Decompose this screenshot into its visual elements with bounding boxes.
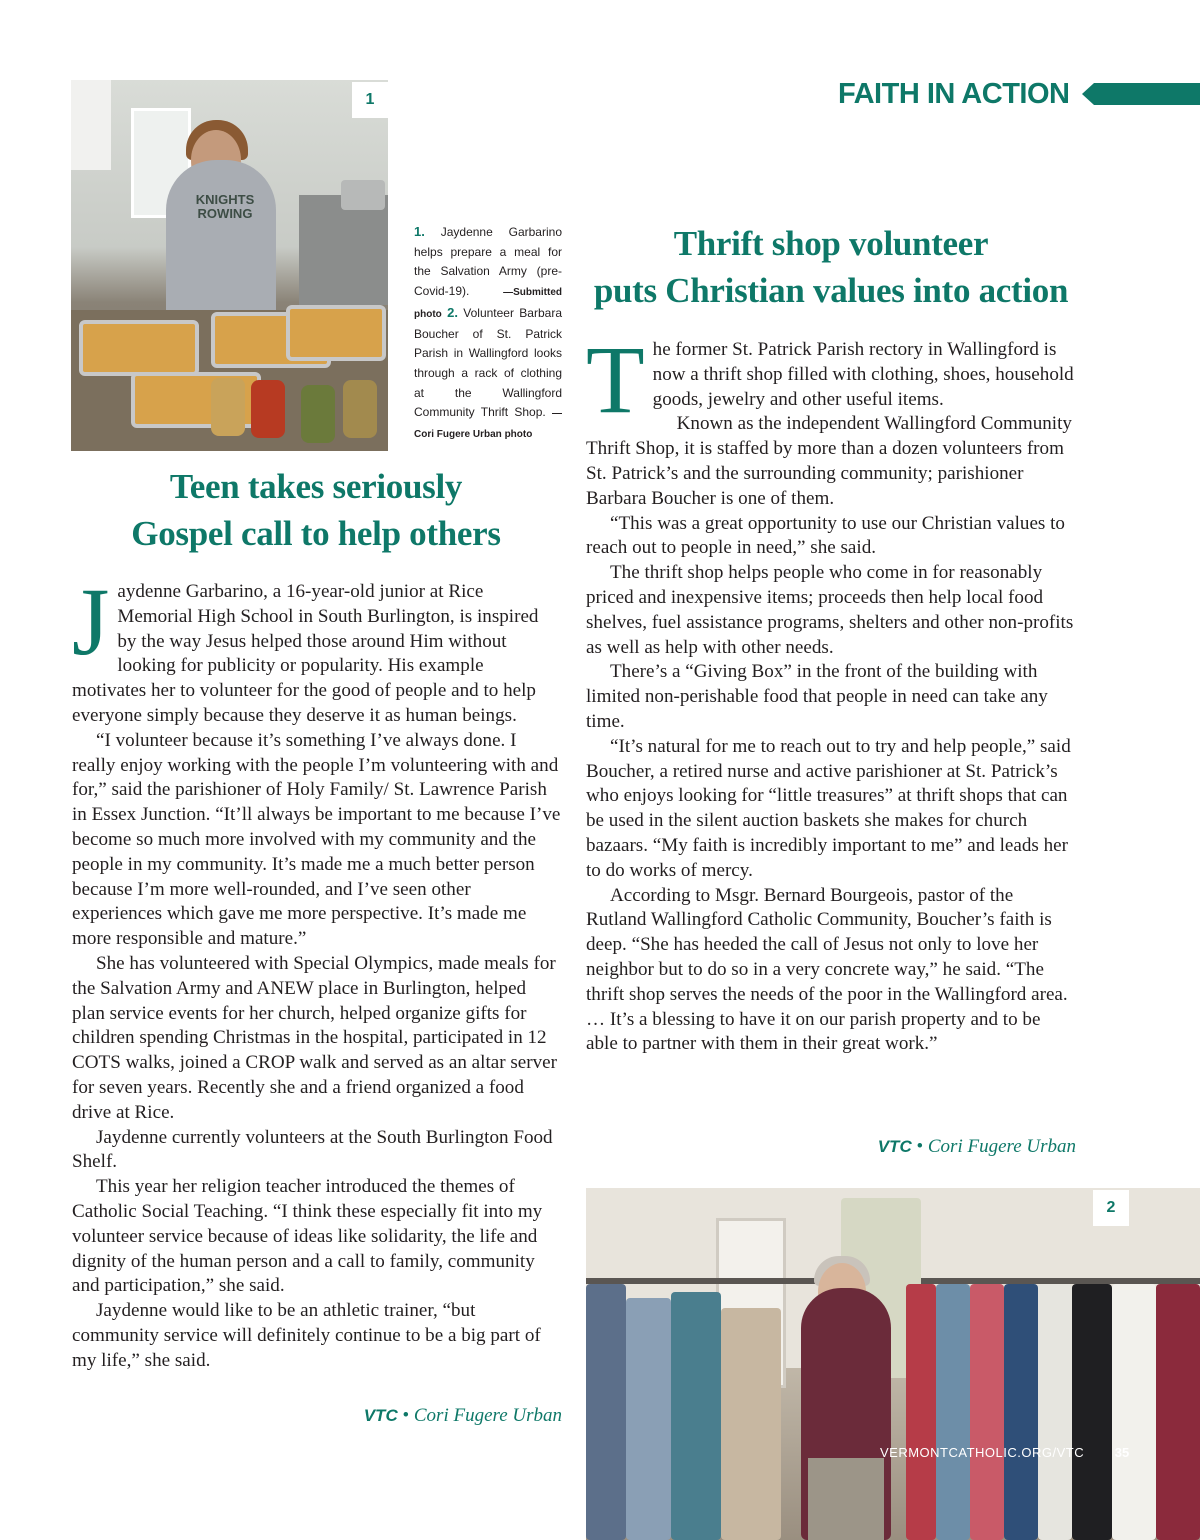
sauce-jar [211, 378, 245, 436]
article-paragraph: This year her religion teacher introduced the themes of Catholic Social Teaching. “I think these especially fit into my volunteer service because of ideas like solidarity, the life and dignity of the human person and a call to family, community and participation,” she said. [72, 1176, 543, 1297]
right-article-body [586, 326, 1076, 1057]
drop-cap: J [72, 568, 110, 675]
caption-text-2: Volunteer Barbara Boucher of St. Patrick Parish in Wallingford looks through a rack of clothing at the Wallingford Community Thrift Shop. [414, 305, 562, 420]
drop-cap: T [586, 326, 645, 433]
article-paragraph: She has volunteered with Special Olympics, made meals for the Salvation Army and ANEW place in Burlington, helped plan service events for her church, helped organize gifts for children spending Christmas in the hospital, participated in 12 COTS walks, joined a CROP walk and served as an altar server for seven years. Recently she and a friend organized a food drive at Rice. [72, 952, 558, 1123]
left-headline [71, 463, 561, 557]
article-paragraph: “It’s natural for me to reach out to try and help people,” said Boucher, a retired nurse and active parishioner at St. Patrick’s who enjoys looking for “little treasures” at thrift shops that can be used in the silent auction baskets she makes for church bazaars. “My faith is incredibly important to me” and leads her to do works of mercy. [586, 735, 1071, 881]
clothing-item [970, 1284, 1004, 1540]
clothing-item [1112, 1284, 1156, 1540]
pasta-tray [79, 320, 199, 376]
sauce-jar [301, 385, 335, 443]
clothing-item [936, 1284, 970, 1540]
right-headline-line2: puts Christian values into action [593, 271, 1069, 310]
article-paragraph: There’s a “Giving Box” in the front of the building with limited non-perishable food that people in need can take any time. [586, 661, 1048, 732]
clothing-item [1156, 1284, 1200, 1540]
clothing-item [671, 1292, 721, 1540]
photo-number-2: 2 [1093, 1190, 1129, 1226]
page-number: 35 [1114, 1445, 1130, 1460]
left-byline [300, 1404, 562, 1428]
byline-author: Cori Fugere Urban [413, 1405, 562, 1426]
byline-publication: VTC [363, 1406, 398, 1425]
footer-website: VERMONTCATHOLIC.ORG/VTC [880, 1445, 1085, 1460]
right-headline [586, 220, 1076, 314]
kitchen-cabinet [71, 80, 111, 170]
caption-credit-2: —Cori Fugere Urban photo [414, 408, 562, 441]
right-byline [810, 1135, 1076, 1159]
shirt-print: KNIGHTS ROWING [195, 192, 255, 221]
sauce-jar [343, 380, 377, 438]
clothing-item [626, 1298, 671, 1540]
byline-publication: VTC [877, 1137, 912, 1156]
sauce-jar [251, 380, 285, 438]
clothing-item [906, 1284, 936, 1540]
clothing-item [586, 1284, 626, 1540]
paragraph-text: he former St. Patrick Parish rectory in Wallingford is now a thrift shop filled with clothing, shoes, household goods, jewelry and other useful items. [652, 339, 1074, 410]
caption-credit-1: —Submitted photo [414, 287, 562, 320]
photo-volunteer-cooking [71, 80, 388, 451]
woman-pants [808, 1458, 884, 1540]
article-paragraph: “This was a great opportunity to use our Christian values to reach out to people in need,” she said. [586, 512, 1065, 559]
kitchen-stove [299, 195, 388, 305]
section-tab-arrow [1082, 83, 1200, 105]
clothing-item [721, 1308, 781, 1540]
clothing-item [1038, 1284, 1072, 1540]
byline-separator: • [911, 1136, 928, 1157]
article-paragraph: According to Msgr. Bernard Bourgeois, pastor of the Rutland Wallingford Catholic Community, Boucher’s faith is deep. “She has heeded the call of Jesus not only to love her neighbor but to do so in a very concrete way,” he said. “The thrift shop serves the needs of the poor in the Wallingford area. … It’s a blessing to have it on our parish property and to be able to partner with them in their great work.” [586, 884, 1068, 1055]
pasta-tray [286, 305, 386, 361]
photo-thrift-shop [586, 1188, 1200, 1540]
article-paragraph: Known as the independent Wallingford Community Thrift Shop, it is staffed by more than a dozen volunteers from St. Patrick’s and the surrounding community; parishioner Barbara Boucher is one of them. [586, 413, 1072, 509]
left-article-body [72, 568, 562, 1374]
left-headline-line1: Teen takes seriously [169, 467, 463, 506]
clothing-item [1004, 1284, 1038, 1540]
article-paragraph: Jaydenne would like to be an athletic trainer, “but community service will definitely continue to be a big part of my life,” she said. [72, 1300, 541, 1371]
photo-caption [414, 222, 562, 445]
article-paragraph: “I volunteer because it’s something I’ve always done. I really enjoy working with the people I’m volunteering with and for,” said the parishioner of Holy Family/ St. Lawrence Parish in Essex Junction. “It’ll always be important to me because I’ve become so much more involved with my community and the people in my community. It’s made me a much better person because I’m more well-rounded, and I’ve seen other experiences which gave me more perspective. It’s made me more responsible and mature.” [72, 729, 561, 950]
photo-number-1: 1 [352, 82, 388, 118]
byline-author: Cori Fugere Urban [927, 1136, 1076, 1157]
caption-number-2: 2. [447, 304, 458, 320]
article-paragraph [586, 326, 1076, 433]
byline-separator: • [397, 1405, 414, 1426]
cooking-pot [341, 180, 385, 210]
caption-text-1: Jaydenne Garbarino helps prepare a meal for the Salvation Army (pre-Covid-19). [414, 225, 562, 299]
article-paragraph [72, 568, 562, 729]
paragraph-text: aydenne Garbarino, a 16-year-old junior at Rice Memorial High School in South Burlington, is inspired by the way Jesus helped those around Him without looking for publicity or popularity. His example motivates her to volunteer for the good of people and to help everyone simply because they deserve it as human beings. [72, 581, 539, 726]
article-paragraph: Jaydenne currently volunteers at the South Burlington Food Shelf. [72, 1126, 553, 1173]
section-title: FAITH IN ACTION [838, 78, 1070, 110]
caption-number-1: 1. [414, 224, 425, 239]
left-headline-line2: Gospel call to help others [131, 514, 501, 553]
clothing-item [1072, 1284, 1112, 1540]
right-headline-line1: Thrift shop volunteer [673, 224, 989, 263]
article-paragraph: The thrift shop helps people who come in for reasonably priced and inexpensive items; proceeds then help local food shelves, fuel assistance programs, shelters and other non-profits as well as help with other needs. [586, 562, 1074, 658]
